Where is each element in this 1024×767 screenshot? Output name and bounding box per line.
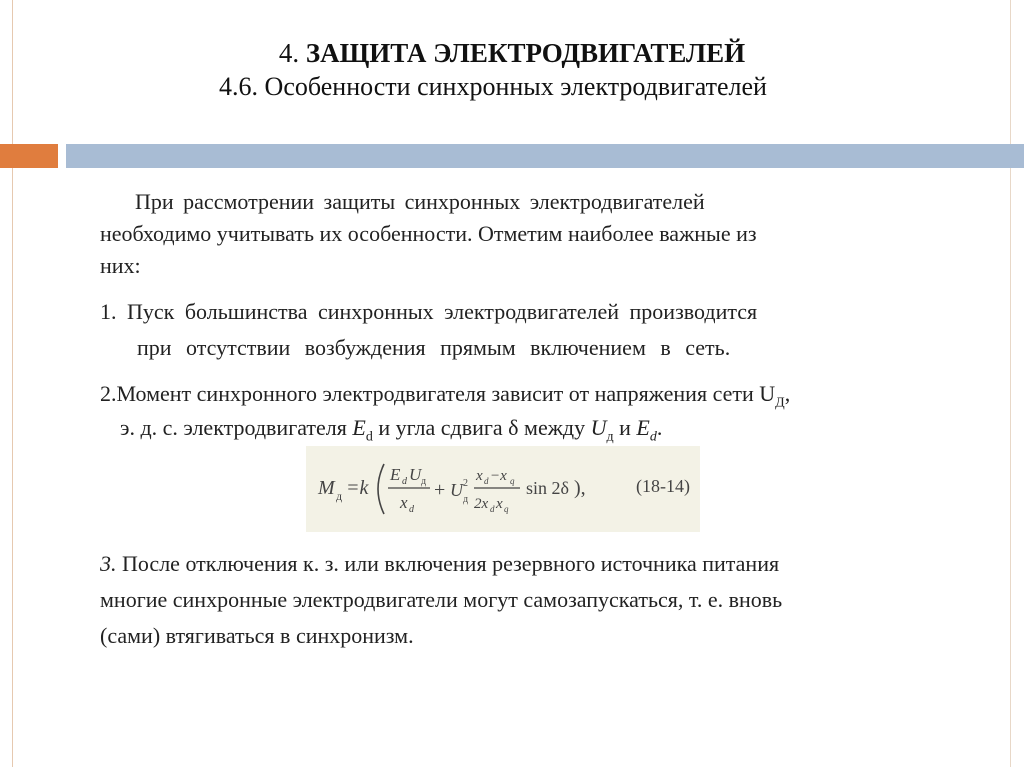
slide-title (0, 36, 1024, 104)
formula-f1-num-E: E (390, 465, 401, 484)
formula-f1-num-U-sub: д (421, 476, 427, 487)
formula-lhs-sub: д (336, 489, 343, 503)
item2-line2-a: э. д. с. электродвигателя (120, 415, 353, 440)
item2-line1-text: 2.Момент синхронного электродвигателя зависит от напряжения сети U (100, 381, 776, 406)
item2-line2-end: . (656, 415, 663, 440)
formula-image (306, 446, 700, 532)
formula-f2-den-sub2: q (504, 504, 509, 514)
list-item-3-line-1 (100, 548, 779, 580)
item2-sub-d: d (365, 429, 373, 445)
formula-f2-minus-x: −x (490, 468, 507, 484)
intro-line-3: них: (100, 253, 141, 278)
formula-f2-den-2x: 2x (474, 496, 489, 512)
right-margin-rule (1010, 0, 1011, 767)
formula-18-14 (306, 446, 700, 532)
item2-symbol-U: U (590, 415, 607, 440)
intro-line-1: При рассмотрении защиты синхронных электродвигателей (135, 189, 705, 214)
formula-eq: =k (346, 477, 369, 499)
list-item-3-line-2: многие синхронные электродвигатели могут самозапускаться, т. е. вновь (100, 587, 783, 612)
item3-number: 3. (100, 551, 117, 576)
list-item-1-line-1: 1. Пуск большинства синхронных электродвигателей производится (100, 299, 758, 324)
formula-f1-den-x: x (400, 493, 408, 512)
item2-sub-d2: d (649, 429, 657, 445)
title-number: 4. (278, 38, 300, 68)
item2-symbol-E: E (352, 415, 366, 440)
formula-lhs: M (318, 477, 335, 499)
left-margin-rule (12, 0, 13, 767)
item3-line1-text: После отключения к. з. или включения резервного источника питания (116, 551, 780, 576)
list-item-1-line-2: при отсутствии возбуждения прямым включением в сеть. (137, 335, 731, 360)
formula-f2-den-sub1: d (490, 504, 495, 514)
accent-band-orange (0, 144, 58, 168)
title-main: ЗАЩИТА ЭЛЕКТРОДВИГАТЕЛЕЙ (299, 38, 746, 68)
title-line-1 (0, 36, 1024, 70)
formula-f2-num-x: x (476, 468, 483, 484)
formula-f1-num-E-sub: d (402, 476, 407, 487)
item2-line2-b: и угла сдвига δ между (372, 415, 591, 440)
list-item-3-line-3: (сами) втягиваться в синхронизм. (100, 623, 414, 648)
item2-sub-u: д (606, 429, 614, 445)
accent-band-blue (66, 144, 1024, 168)
item2-symbol-E2: E (636, 415, 650, 440)
formula-f2-den-x: x (496, 496, 503, 512)
item2-line1-comma: , (784, 381, 791, 406)
formula-f2-num-sub1: d (484, 476, 489, 486)
formula-left-paren (378, 464, 384, 514)
formula-f1-num-U: U (409, 465, 422, 484)
intro-line-2: необходимо учитывать их особенности. Отметим наиболее важные из (100, 221, 757, 246)
item2-line2-c: и (613, 415, 637, 440)
formula-U2-sub: д (463, 494, 469, 505)
formula-f2-num-sub2: q (510, 476, 515, 486)
formula-U2-sup: 2 (463, 478, 468, 489)
title-subtitle: 4.6. Особенности синхронных электродвигателей (219, 72, 767, 101)
item2-u-subscript: Д (775, 395, 785, 411)
formula-plus: + (434, 479, 446, 501)
formula-sin: sin 2δ (526, 478, 569, 498)
formula-close: ), (574, 477, 586, 499)
formula-number: (18-14) (636, 476, 690, 496)
formula-U2: U (450, 480, 463, 500)
formula-f1-den-sub: d (409, 504, 414, 515)
